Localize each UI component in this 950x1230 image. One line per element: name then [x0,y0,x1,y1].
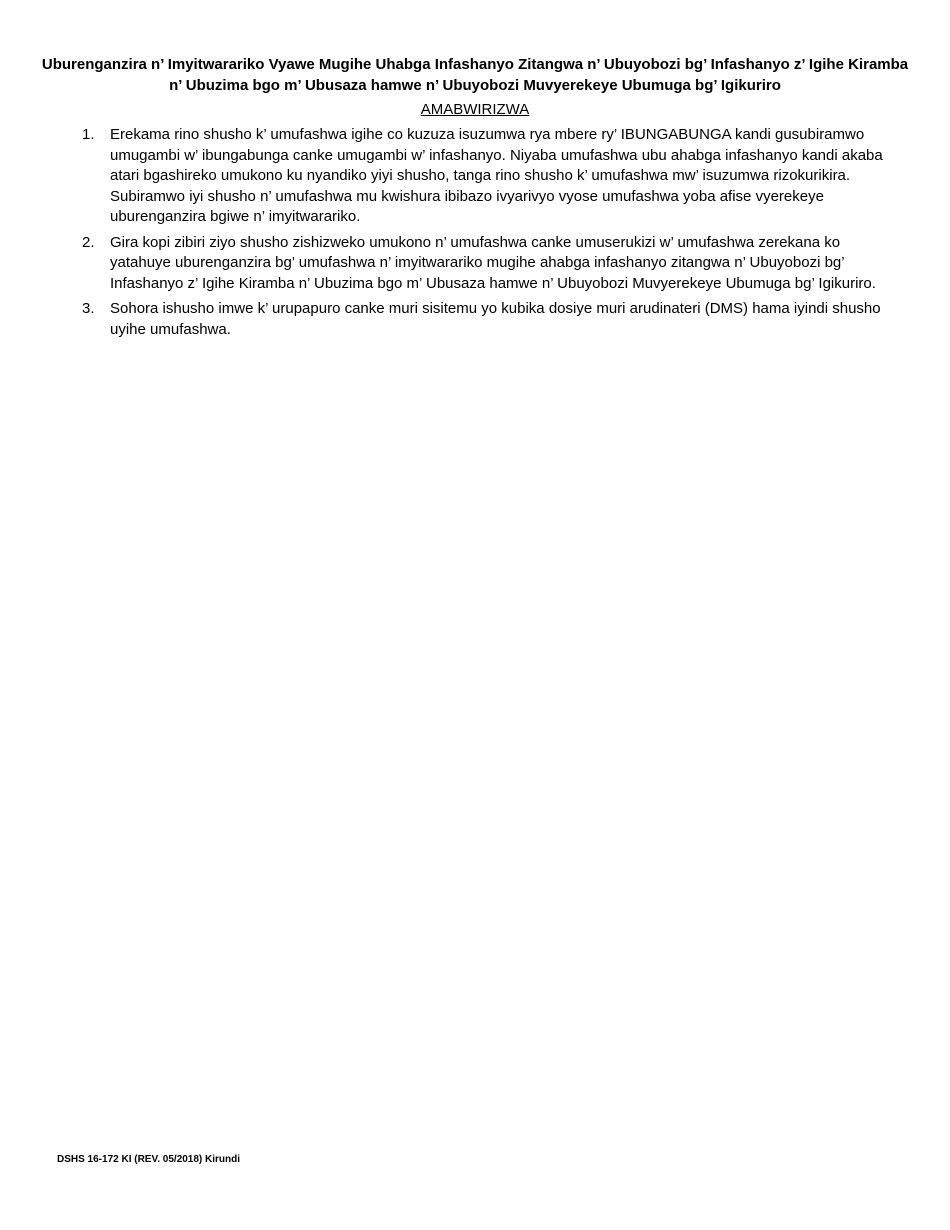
form-footer-code: DSHS 16-172 KI (REV. 05/2018) Kirundi [57,1154,241,1165]
instruction-text: Erekama rino shusho k’ umufashwa igihe co kuzuza isuzumwa rya mbere ry’ IBUNGABUNGA kandi gusubiramwo umugambi w’ ibungabunga canke umugambi w’ infashanyo. Niyaba umufashwa ubu ahabga infashanyo kandi akaba atari bgashireko umukono ku nyandiko yiyi shusho, tanga rino shusho k’ umufashwa mw’ isuzumwa rizokurikira. Subiramwo iyi shusho n’ umufashwa mu kwishura ibibazo ivyarivyo vyose umufashwa yoba afise vyerekeye uburenganzira bgiwe n’ imyitwarariko. [110,126,883,225]
instruction-number: 2. [82,233,95,251]
instruction-number: 3. [82,300,95,317]
instructions-heading: AMABWIRIZWA [420,101,530,118]
instruction-item [74,233,904,295]
instruction-item [74,299,904,340]
document-title: Uburenganzira n’ Imyitwarariko Vyawe Mugihe Uhabga Infashanyo Zitangwa n’ Ubuyobozi bg’ Infashanyo z’ Igihe Kiramba n’ Ubuzima bgo m’ Ubusaza hamwe n’ Ubuyobozi Muvyerekeye Ubumuga bg’ Igikuriro [41,56,909,94]
instructions-list [74,125,904,345]
instruction-item [74,125,904,228]
instruction-number: 1. [82,126,95,143]
instruction-text: Gira kopi zibiri ziyo shusho zishizweko umukono n’ umufashwa canke umuserukizi w’ umufashwa zerekana ko yatahuye uburenganzira bg’ umufashwa n’ imyitwarariko mugihe ahabga infashanyo zitangwa n’ Ubuyobozi bg’ Infashanyo z’ Igihe Kiramba n’ Ubuzima bgo m’ Ubusaza hamwe n’ Ubuyobozi Muvyerekeye Ubumuga bg’ Igikuriro. [110,233,876,292]
instruction-text: Sohora ishusho imwe k’ urupapuro canke muri sisitemu yo kubika dosiye muri arudinateri (DMS) hama iyindi shusho uyihe umufashwa. [110,300,881,338]
